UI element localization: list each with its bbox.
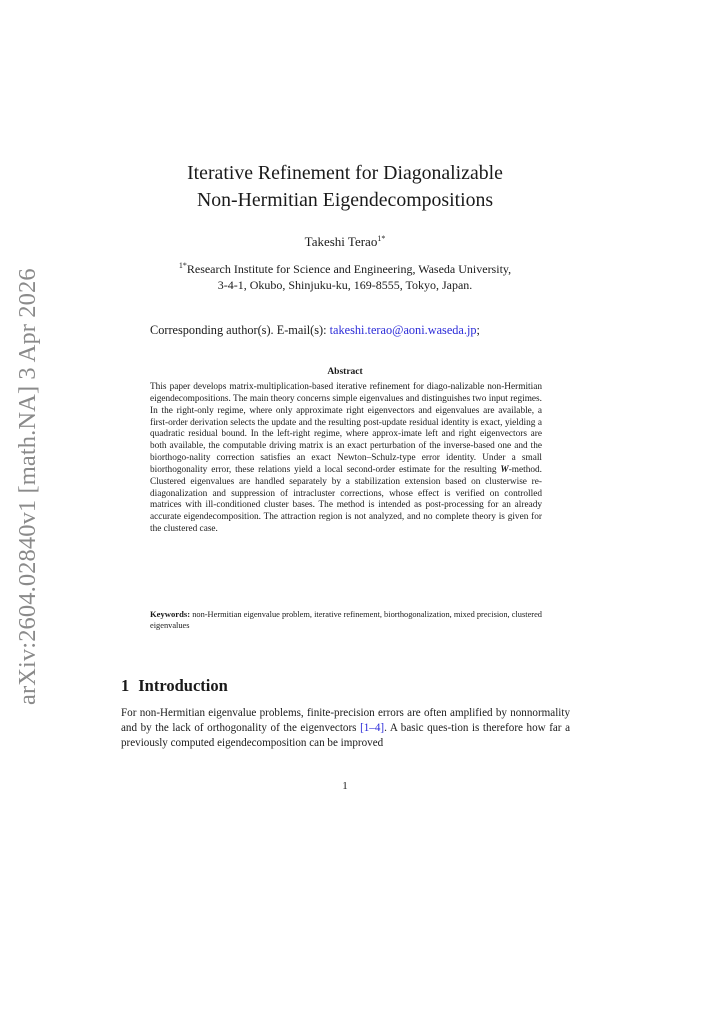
correspondence-suffix: ; [476,323,480,337]
author-affiliation-marker: 1* [377,234,386,243]
affiliation-line-1 [0,261,690,277]
correspondence [150,323,630,338]
abstract-text-part-1: This paper develops matrix-multiplication-based iterative refinement for diago-nalizable non-Hermitian eigendecompositions. The main theory concerns simple eigenvalues and distinguishes two input regimes. In the right-only regime, where only approximate right eigenvectors and eigenvalues are available, a first-order derivation selects the update and the resulting post-update residual identity is exact, yielding a quadratic residual bound. In the left-right regime, where approx-imate left and right eigenvectors are both available, the computable driving matrix is an exact perturbation of the inverse-based one and the biorthogo-nality correction satisfies an exact Newton–Schulz-type error identity. Under a small biorthogonality error, these relations yield a local second-order estimate for the resulting [150,382,542,475]
section-title: Introduction [138,676,228,695]
abstract-heading: Abstract [327,367,363,377]
page-number: 1 [342,780,348,792]
affiliation-line-2: 3-4-1, Okubo, Shinjuku-ku, 169-8555, Tokyo, Japan. [217,278,473,292]
keywords-label: Keywords: [150,609,191,619]
title-line-1: Iterative Refinement for Diagonalizable [187,162,503,184]
section-heading-introduction [121,676,228,696]
paper-title [0,160,690,214]
keywords-list: non-Hermitian eigenvalue problem, iterative refinement, biorthogonalization, mixed precision, clustered eigenvalues [150,610,542,630]
keywords [150,609,542,631]
intro-text-part-1: For non-Hermitian eigenvalue problems, finite-precision errors are often amplified by nonnormality and by the lack of orthogonality of the eigenvectors [121,707,570,735]
author [0,234,690,250]
introduction-paragraph [121,706,570,751]
affiliation-marker: 1* [178,261,187,270]
email-link[interactable]: takeshi.terao@aoni.waseda.jp [329,323,477,337]
author-name: Takeshi Terao [304,234,378,249]
abstract-w-symbol: W [500,464,509,475]
intro-text-part-2: . A basic ques-tion is therefore how far a previously computed eigendecomposition can be improved [121,722,570,750]
affiliation-institute: Research Institute for Science and Engineering, Waseda University, [186,262,512,276]
affiliation [0,261,690,293]
correspondence-prefix: Corresponding author(s). E-mail(s): [150,323,330,337]
citation-link[interactable]: [1–4] [360,722,385,735]
abstract-text-part-2: -method. Clustered eigenvalues are handled separately by a stabilization extension based on clusterwise re-diagonalization and suppression of intracluster corrections, whose effect is verified on controlled matrices with ill-conditioned cluster bases. The method is intended as post-processing for an already accurate eigendecomposition. The attraction region is not analyzed, and no complete theory is given for the clustered case. [150,464,542,535]
abstract-body [150,382,542,536]
title-line-2: Non-Hermitian Eigendecompositions [196,189,494,211]
section-number: 1 [121,676,130,695]
arxiv-identifier-stamp: arXiv:2604.02840v1 [math.NA] 3 Apr 2026 [14,268,41,705]
